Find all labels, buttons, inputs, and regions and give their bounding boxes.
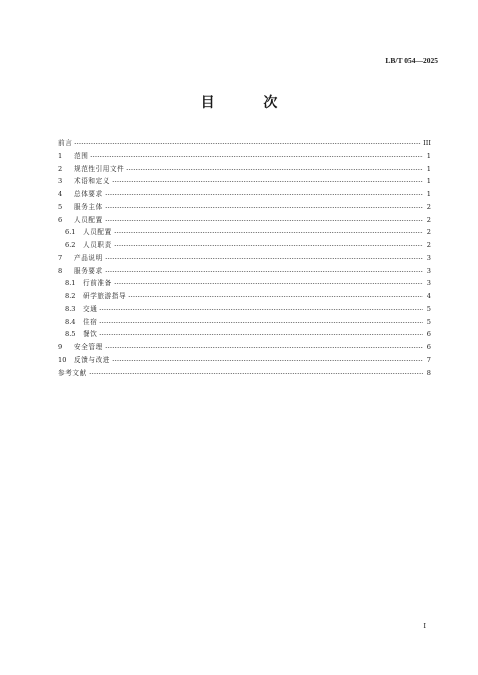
dot-leader — [105, 194, 423, 195]
toc-entry-number: 6.2 — [65, 241, 76, 249]
toc-entry-page: 1 — [426, 190, 431, 198]
toc-entry-number: 8.1 — [65, 279, 76, 288]
toc-entry-label: 餐饮 — [83, 330, 98, 339]
toc-entry-page: III — [423, 139, 431, 147]
toc-entry-page: 1 — [426, 164, 431, 173]
toc-entry-number: 8.4 — [65, 317, 76, 326]
toc-entry-8-5[interactable] — [58, 328, 431, 341]
dot-leader — [99, 309, 423, 310]
toc-entry-3[interactable] — [58, 175, 431, 188]
toc-entry-label: 服务要求 — [74, 266, 103, 275]
toc-entry-label: 产品说明 — [74, 253, 103, 262]
toc-entry-6-2[interactable] — [58, 239, 431, 252]
toc-entry-4[interactable] — [58, 188, 431, 201]
toc-entry-page: 1 — [426, 151, 431, 160]
toc-entry-page: 5 — [426, 317, 431, 326]
dot-leader — [89, 373, 423, 374]
toc-entry-foreword[interactable] — [58, 137, 431, 150]
dot-leader — [126, 169, 423, 170]
toc-entry-page: 4 — [426, 292, 431, 300]
toc-entry-references[interactable] — [58, 367, 431, 380]
toc-entry-label: 人员职责 — [83, 241, 112, 249]
toc-entry-page: 2 — [426, 215, 431, 224]
toc-entry-label: 术语和定义 — [74, 177, 110, 186]
toc-entry-number: 4 — [58, 190, 63, 198]
toc-entry-6-1[interactable] — [58, 226, 431, 239]
toc-entry-label: 范围 — [74, 151, 89, 160]
toc-entry-label: 前言 — [58, 139, 73, 147]
toc-entry-8-3[interactable] — [58, 303, 431, 316]
toc-entry-number: 6.1 — [65, 228, 76, 237]
page-number: I — [423, 622, 426, 630]
toc-entry-10[interactable] — [58, 354, 431, 367]
dot-leader — [105, 220, 423, 221]
dot-leader — [90, 156, 423, 157]
toc-entry-number: 2 — [58, 164, 63, 173]
toc-title: 目 次 — [200, 95, 300, 111]
toc-entry-1[interactable] — [58, 150, 431, 163]
toc-entry-5[interactable] — [58, 201, 431, 214]
toc-entry-9[interactable] — [58, 341, 431, 354]
toc-entry-label: 交通 — [83, 304, 98, 313]
toc-entry-label: 参考文献 — [58, 368, 87, 377]
toc-entry-page: 2 — [426, 228, 431, 237]
toc-entry-number: 8.3 — [65, 304, 76, 313]
toc-entry-label: 住宿 — [83, 317, 98, 326]
toc-entry-page: 6 — [426, 343, 431, 351]
toc-entry-number: 6 — [58, 215, 63, 224]
dot-leader — [105, 271, 423, 272]
toc-entry-page: 6 — [426, 330, 431, 339]
toc-entry-page: 1 — [426, 177, 431, 186]
toc-entry-page: 3 — [426, 279, 431, 288]
toc-entry-page: 2 — [426, 241, 431, 249]
toc-entry-page: 7 — [426, 355, 431, 364]
dot-leader — [105, 347, 423, 348]
toc-entry-label: 总体要求 — [74, 190, 103, 198]
dot-leader — [112, 181, 423, 182]
toc-entry-label: 安全管理 — [74, 343, 103, 351]
toc-entry-label: 规范性引用文件 — [74, 164, 125, 173]
toc-entry-number: 5 — [58, 202, 63, 211]
document-code: LB/T 054—2025 — [385, 56, 438, 65]
toc-entry-number: 1 — [58, 151, 63, 160]
dot-leader — [114, 232, 423, 233]
toc-entry-page: 5 — [426, 304, 431, 313]
dot-leader — [99, 334, 423, 335]
dot-leader — [105, 207, 423, 208]
toc-entry-number: 10 — [58, 355, 67, 364]
toc-entry-page: 8 — [426, 368, 431, 377]
toc-entry-number: 7 — [58, 253, 63, 262]
toc-entry-2[interactable] — [58, 163, 431, 176]
dot-leader — [114, 245, 423, 246]
toc-entry-page: 3 — [426, 266, 431, 275]
dot-leader — [105, 258, 423, 259]
toc-entry-label: 研学旅游指导 — [83, 292, 127, 300]
toc-list — [58, 137, 431, 379]
toc-entry-page: 3 — [426, 253, 431, 262]
toc-entry-8-4[interactable] — [58, 316, 431, 329]
toc-entry-label: 人员配置 — [83, 228, 112, 237]
dot-leader — [74, 143, 421, 144]
toc-entry-8-2[interactable] — [58, 290, 431, 303]
dot-leader — [114, 283, 423, 284]
toc-entry-label: 人员配置 — [74, 215, 103, 224]
toc-entry-label: 反馈与改进 — [74, 355, 110, 364]
toc-entry-label: 行前准备 — [83, 279, 112, 288]
toc-entry-6[interactable] — [58, 214, 431, 227]
dot-leader — [128, 296, 423, 297]
toc-entry-page: 2 — [426, 202, 431, 211]
toc-entry-number: 8.5 — [65, 330, 76, 339]
toc-entry-8-1[interactable] — [58, 277, 431, 290]
toc-entry-8[interactable] — [58, 265, 431, 278]
toc-entry-number: 3 — [58, 177, 63, 186]
toc-entry-7[interactable] — [58, 252, 431, 265]
dot-leader — [99, 322, 423, 323]
dot-leader — [112, 360, 423, 361]
toc-entry-number: 8 — [58, 266, 63, 275]
toc-entry-number: 9 — [58, 343, 63, 351]
toc-entry-number: 8.2 — [65, 292, 76, 300]
toc-entry-label: 服务主体 — [74, 202, 103, 211]
